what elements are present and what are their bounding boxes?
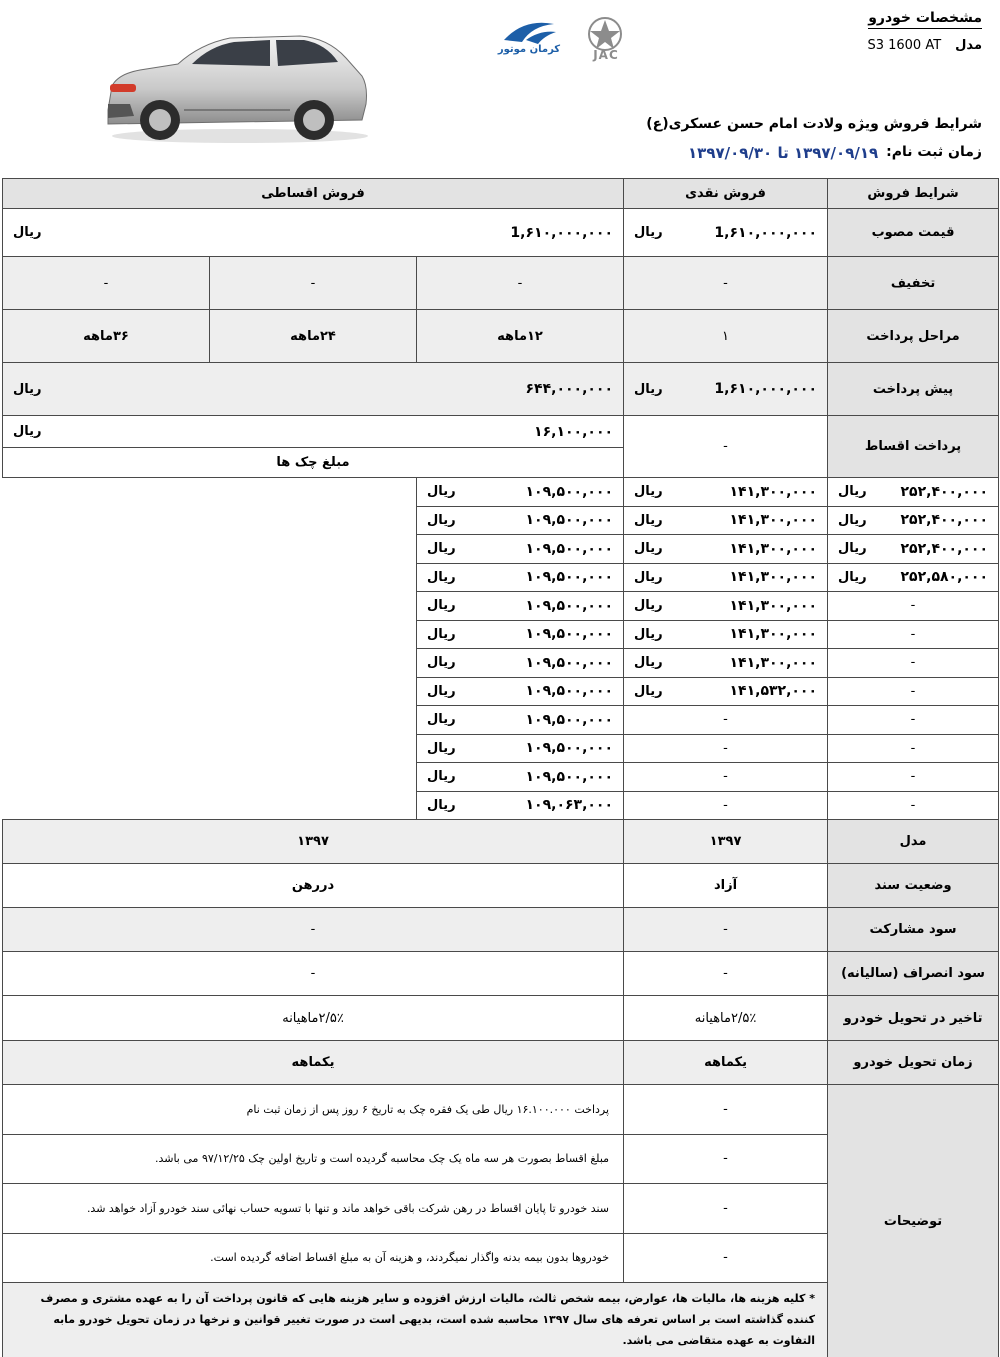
currency: ریال [634, 598, 663, 614]
check-cell [828, 563, 999, 592]
sale-title: شرایط فروش ویژه ولادت امام حسن عسکری(ع) [646, 116, 982, 132]
col-conditions: شرایط فروش [828, 179, 999, 209]
check-row [3, 506, 999, 535]
installments-label: پرداخت اقساط [828, 416, 999, 478]
note-text: سند خودرو تا پایان اقساط در رهن شرکت باقی خواهد ماند و تنها با تسویه حساب نهائی سند خودرو آزاد خواهد شد. [3, 1184, 624, 1234]
registration-dates: ۱۳۹۷/۰۹/۱۹ تا ۱۳۹۷/۰۹/۳۰ [688, 144, 879, 162]
currency: ریال [427, 712, 456, 728]
currency: ریال [427, 626, 456, 642]
sale-conditions-table [2, 178, 999, 1357]
profit-row [3, 908, 999, 952]
check-row [3, 592, 999, 621]
check-row [3, 649, 999, 678]
check-amount: ۱۰۹,۵۰۰,۰۰۰ [525, 683, 614, 700]
currency: ریال [634, 626, 663, 642]
table-header-row [3, 179, 999, 209]
check-amount: ۱۰۹,۵۰۰,۰۰۰ [525, 512, 614, 529]
note-row [3, 1085, 999, 1135]
page-header [0, 0, 1000, 178]
check-cell [828, 535, 999, 564]
check-cell [417, 763, 624, 792]
profit-label: سود مشارکت [828, 908, 999, 952]
prepay-row [3, 363, 999, 416]
check-amount: ۱۰۹,۵۰۰,۰۰۰ [525, 597, 614, 614]
check-amount: ۱۴۱,۳۰۰,۰۰۰ [729, 540, 818, 557]
check-amount: ۱۰۹,۵۰۰,۰۰۰ [525, 768, 614, 785]
installments-cash: - [624, 416, 828, 478]
delivery-row [3, 1041, 999, 1085]
model-line [867, 38, 982, 53]
check-cell [417, 535, 624, 564]
check-amount: ۱۴۱,۳۰۰,۰۰۰ [729, 512, 818, 529]
cancel-cash: - [624, 952, 828, 996]
check-cell: - [828, 734, 999, 763]
discount-36: - [3, 257, 210, 310]
check-row [3, 620, 999, 649]
currency: ریال [427, 598, 456, 614]
discount-24: - [210, 257, 417, 310]
currency: ریال [634, 569, 663, 585]
footer-note: * کلیه هزینه ها، مالیات ها، عوارض، بیمه شخص ثالث، مالیات ارزش افزوده و سایر هزینه هایی که قانون پرداخت آن را به عهده مشتری و مصرف کننده گذاشته است بر اساس تعرفه های سال ۱۳۹۷ محاسبه شده است، بدیهی است در صورت تغییر قوانین و نرخها در زمان تحویل خودرو مابه التفاوت به عهده متقاضی می باشد. [3, 1283, 828, 1357]
stages-row [3, 310, 999, 363]
check-amount: ۱۴۱,۳۰۰,۰۰۰ [729, 597, 818, 614]
delivery-label: زمان تحویل خودرو [828, 1041, 999, 1085]
stages-label: مراحل پرداخت [828, 310, 999, 363]
check-amount: ۱۰۹,۵۰۰,۰۰۰ [525, 740, 614, 757]
check-amount: ۱۴۱,۳۰۰,۰۰۰ [729, 483, 818, 500]
currency: ریال [427, 683, 456, 699]
check-cell: - [624, 791, 828, 820]
note-cash: - [624, 1134, 828, 1184]
doc-row [3, 864, 999, 908]
note-text: مبلغ اقساط بصورت هر سه ماه یک چک محاسبه گردیده است و تاریخ اولین چک ۹۷/۱۲/۲۵ می باشد. [3, 1134, 624, 1184]
cancel-installment: - [3, 952, 624, 996]
check-row [3, 535, 999, 564]
note-cash: - [624, 1233, 828, 1283]
note-text: پرداخت ۱۶.۱۰۰.۰۰۰ ریال طی یک فقره چک به تاریخ ۶ روز پس از زمان ثبت نام [3, 1085, 624, 1135]
prepay-label: پیش پرداخت [828, 363, 999, 416]
check-amount: ۱۴۱,۳۰۰,۰۰۰ [729, 569, 818, 586]
price-installment [3, 209, 624, 257]
check-amount: ۱۴۱,۳۰۰,۰۰۰ [729, 626, 818, 643]
profit-cash: - [624, 908, 828, 952]
currency: ریال [634, 683, 663, 699]
price-row [3, 209, 999, 257]
check-cell [624, 677, 828, 706]
check-cell [624, 535, 828, 564]
checks-title: مبلغ چک ها [3, 448, 624, 478]
price-cash [624, 209, 828, 257]
check-row [3, 478, 999, 507]
check-row [3, 734, 999, 763]
currency: ریال [634, 225, 663, 240]
profit-installment: - [3, 908, 624, 952]
currency: ریال [427, 655, 456, 671]
model-label: مدل [955, 38, 982, 53]
currency: ریال [427, 797, 456, 813]
currency: ریال [634, 655, 663, 671]
cancel-row [3, 952, 999, 996]
car-image [100, 24, 370, 146]
check-amount: ۱۰۹,۵۰۰,۰۰۰ [525, 711, 614, 728]
check-amount: ۲۵۲,۵۸۰,۰۰۰ [900, 569, 989, 586]
model-label: مدل [828, 820, 999, 864]
model-cash: ۱۳۹۷ [624, 820, 828, 864]
currency: ریال [838, 484, 867, 500]
check-cell: - [828, 620, 999, 649]
currency: ریال [427, 512, 456, 528]
currency: ریال [634, 484, 663, 500]
check-amount: ۱۰۹,۵۰۰,۰۰۰ [525, 654, 614, 671]
notes-label: توضیحات [828, 1085, 999, 1357]
check-cell [417, 506, 624, 535]
currency: ریال [838, 569, 867, 585]
check-row [3, 563, 999, 592]
check-cell [417, 791, 624, 820]
note-cash: - [624, 1085, 828, 1135]
first-payment-value: ۱۶,۱۰۰,۰۰۰ [534, 423, 614, 440]
check-amount: ۱۰۹,۵۰۰,۰۰۰ [525, 483, 614, 500]
check-cell: - [828, 791, 999, 820]
check-cell [828, 506, 999, 535]
price-cash-value: 1,۶۱۰,۰۰۰,۰۰۰ [714, 224, 818, 241]
check-amount: ۱۰۹,۵۰۰,۰۰۰ [525, 626, 614, 643]
check-cell [417, 620, 624, 649]
check-cell: - [828, 706, 999, 735]
jac-logo-text: JAC [593, 48, 619, 62]
price-installment-value: 1,۶۱۰,۰۰۰,۰۰۰ [510, 224, 614, 241]
delivery-cash: یکماهه [624, 1041, 828, 1085]
prepay-installment-value: ۶۴۴,۰۰۰,۰۰۰ [525, 381, 614, 397]
check-cell: - [828, 649, 999, 678]
col-installment: فروش اقساطی [3, 179, 624, 209]
model-value: S3 1600 AT [867, 38, 942, 53]
check-cell [624, 649, 828, 678]
delay-cash: ۲/۵٪ماهیانه [624, 996, 828, 1041]
check-amount: ۲۵۲,۴۰۰,۰۰۰ [900, 540, 989, 557]
check-amount: ۲۵۲,۴۰۰,۰۰۰ [900, 512, 989, 529]
kerman-motor-logo-text: کرمان موتور [497, 44, 561, 55]
check-cell: - [624, 763, 828, 792]
prepay-installment [3, 363, 624, 416]
check-row [3, 763, 999, 792]
check-cell [417, 563, 624, 592]
check-cell [417, 677, 624, 706]
currency: ریال [427, 484, 456, 500]
currency: ریال [13, 424, 42, 439]
currency: ریال [838, 541, 867, 557]
check-amount: ۱۴۱,۳۰۰,۰۰۰ [729, 654, 818, 671]
note-cash: - [624, 1184, 828, 1234]
check-amount: ۱۰۹,۰۶۳,۰۰۰ [525, 797, 614, 814]
check-amount: ۱۰۹,۵۰۰,۰۰۰ [525, 540, 614, 557]
check-row [3, 706, 999, 735]
discount-12: - [417, 257, 624, 310]
check-amount: ۱۴۱,۵۳۲,۰۰۰ [729, 683, 818, 700]
currency: ریال [427, 769, 456, 785]
price-label: قیمت مصوب [828, 209, 999, 257]
discount-row [3, 257, 999, 310]
currency: ریال [634, 512, 663, 528]
stages-36: ۳۶ماهه [3, 310, 210, 363]
currency: ریال [427, 541, 456, 557]
check-cell [624, 563, 828, 592]
stages-12: ۱۲ماهه [417, 310, 624, 363]
check-amount: ۲۵۲,۴۰۰,۰۰۰ [900, 483, 989, 500]
prepay-cash-value: 1,۶۱۰,۰۰۰,۰۰۰ [714, 381, 818, 397]
doc-installment: دررهن [3, 864, 624, 908]
first-payment-row [3, 416, 999, 448]
check-cell [417, 649, 624, 678]
delay-label: تاخیر در تحویل خودرو [828, 996, 999, 1041]
currency: ریال [13, 381, 42, 397]
check-cell [417, 706, 624, 735]
model-row [3, 820, 999, 864]
first-payment [3, 416, 624, 448]
check-cell: - [828, 592, 999, 621]
stages-cash: ۱ [624, 310, 828, 363]
col-cash: فروش نقدی [624, 179, 828, 209]
check-cell [417, 592, 624, 621]
spec-title: مشخصات خودرو [868, 10, 982, 29]
check-amount: ۱۰۹,۵۰۰,۰۰۰ [525, 569, 614, 586]
doc-label: وضعیت سند [828, 864, 999, 908]
check-row [3, 677, 999, 706]
check-row [3, 791, 999, 820]
currency: ریال [427, 569, 456, 585]
delivery-installment: یکماهه [3, 1041, 624, 1085]
currency: ریال [13, 225, 42, 240]
stages-24: ۲۴ماهه [210, 310, 417, 363]
currency: ریال [634, 381, 663, 397]
cancel-label: سود انصراف (سالیانه) [828, 952, 999, 996]
kerman-motor-logo-icon [496, 18, 562, 64]
doc-cash: آزاد [624, 864, 828, 908]
check-cell [624, 506, 828, 535]
discount-cash: - [624, 257, 828, 310]
check-cell: - [828, 763, 999, 792]
check-cell [417, 734, 624, 763]
check-cell: - [624, 734, 828, 763]
prepay-cash [624, 363, 828, 416]
currency: ریال [838, 512, 867, 528]
currency: ریال [634, 541, 663, 557]
check-cell [417, 478, 624, 507]
check-cell [828, 478, 999, 507]
currency: ریال [427, 740, 456, 756]
check-cell [624, 478, 828, 507]
delay-installment: ۲/۵٪ماهیانه [3, 996, 624, 1041]
check-cell: - [624, 706, 828, 735]
check-cell [624, 592, 828, 621]
registration-line [688, 144, 982, 162]
discount-label: تخفیف [828, 257, 999, 310]
model-installment: ۱۳۹۷ [3, 820, 624, 864]
check-cell [624, 620, 828, 649]
note-text: خودروها بدون بیمه بدنه واگذار نمیگردند، و هزینه آن به مبلغ اقساط اضافه گردیده است. [3, 1233, 624, 1283]
delay-row [3, 996, 999, 1041]
registration-label: زمان ثبت نام: [886, 144, 982, 160]
check-cell: - [828, 677, 999, 706]
